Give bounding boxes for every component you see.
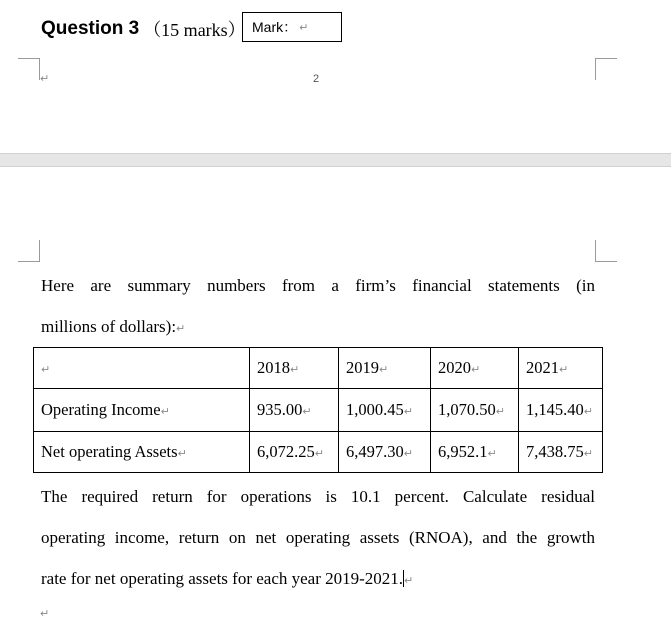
table-header-row (34, 348, 603, 389)
cell-mark-icon: ↵ (314, 447, 324, 460)
paragraph-mark-icon: ↵ (40, 607, 50, 620)
table-cell[interactable]: 6,072.25↵ (250, 432, 339, 473)
row-label-net-operating-assets[interactable]: Net operating Assets↵ (34, 432, 250, 473)
task-line-3-wrap (41, 558, 595, 601)
cell-mark-icon: ↵ (487, 447, 497, 460)
cell-mark-icon: ↵ (471, 363, 481, 376)
task-line-3: rate for net operating assets for each year 2019-2021. (41, 569, 404, 588)
cell-mark-icon: ↵ (41, 363, 51, 376)
cell-mark-icon: ↵ (583, 447, 593, 460)
margin-corner-bottom-right (595, 240, 617, 262)
question-title: Question 3 (41, 18, 140, 39)
intro-line-2-wrap (41, 306, 595, 349)
financial-table (33, 347, 603, 473)
cell-mark-icon: ↵ (290, 363, 300, 376)
year-header-2020[interactable]: 2020↵ (431, 348, 519, 389)
table-cell[interactable]: 1,145.40↵ (519, 389, 603, 432)
intro-line-2: millions of dollars): (41, 317, 177, 336)
cell-mark-icon: ↵ (559, 363, 569, 376)
table-row (34, 432, 603, 473)
question-marks: （15 marks） (143, 20, 246, 40)
paragraph-mark-icon: ↵ (40, 72, 50, 85)
cell-mark-icon: ↵ (403, 405, 413, 418)
margin-corner-bottom-left (18, 240, 40, 262)
cell-mark-icon: ↵ (495, 405, 505, 418)
table-row (34, 389, 603, 432)
task-line-1: The required return for operations is 10.1 percent. Calculate residual (41, 487, 595, 506)
table-cell[interactable]: 6,497.30↵ (339, 432, 431, 473)
table-cell[interactable]: 1,000.45↵ (339, 389, 431, 432)
intro-paragraph (41, 265, 595, 349)
cell-mark-icon: ↵ (160, 405, 170, 418)
paragraph-mark-icon: ↵ (299, 20, 309, 34)
mark-box[interactable] (242, 12, 342, 42)
table-cell[interactable]: 1,070.50↵ (431, 389, 519, 432)
page-gap (0, 153, 671, 167)
task-paragraph (41, 476, 595, 601)
table-cell[interactable]: 935.00↵ (250, 389, 339, 432)
page-number: 2 (313, 73, 320, 85)
paragraph-mark-icon: ↵ (404, 574, 414, 587)
cell-mark-icon: ↵ (583, 405, 593, 418)
margin-corner-top-right (595, 58, 617, 80)
question-heading (41, 16, 246, 42)
cell-mark-icon: ↵ (403, 447, 413, 460)
row-label-operating-income[interactable]: Operating Income↵ (34, 389, 250, 432)
paragraph-mark-icon: ↵ (176, 322, 186, 335)
table-cell[interactable]: 6,952.1↵ (431, 432, 519, 473)
table-header-cell[interactable] (34, 348, 250, 389)
year-header-2019[interactable]: 2019↵ (339, 348, 431, 389)
cell-mark-icon: ↵ (302, 405, 312, 418)
margin-corner-top-left (18, 58, 40, 80)
task-line-2: operating income, return on net operating assets (RNOA), and the growth (41, 528, 595, 547)
cell-mark-icon: ↵ (177, 447, 187, 460)
mark-box-label: Mark： (252, 19, 298, 35)
intro-line-1: Here are summary numbers from a firm’s financial statements (in (41, 276, 595, 295)
year-header-2018[interactable]: 2018↵ (250, 348, 339, 389)
table-cell[interactable]: 7,438.75↵ (519, 432, 603, 473)
year-header-2021[interactable]: 2021↵ (519, 348, 603, 389)
cell-mark-icon: ↵ (379, 363, 389, 376)
